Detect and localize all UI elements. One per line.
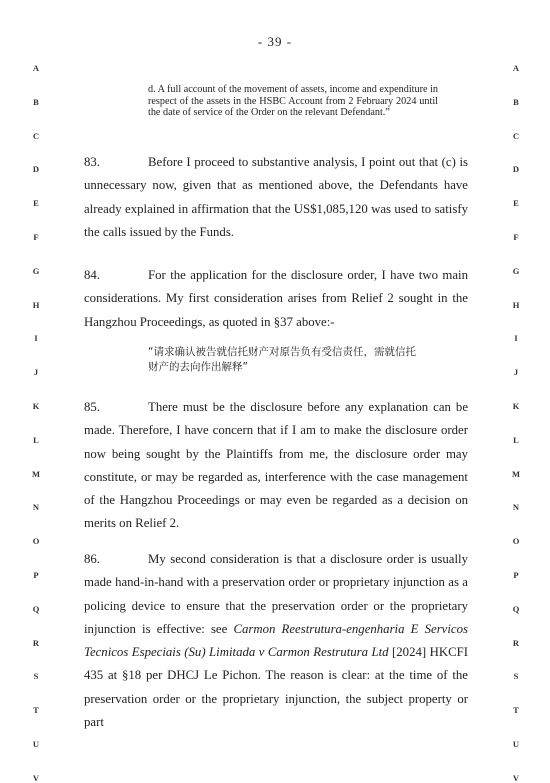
margin-letter-right: S	[513, 671, 519, 682]
margin-letter-left: F	[33, 232, 39, 242]
margin-letter-left: I	[34, 333, 38, 344]
margin-letter-left: R	[32, 637, 40, 648]
margin-letter-right: K	[512, 401, 520, 411]
margin-letter-right: R	[512, 637, 520, 648]
paragraph-text: Before I proceed to substantive analysis, I point out that (c) is unnecessary now, given that as mentioned above, the Defendants have already explained in affirmation that the US$1,085,120 was used to satisfy the calls issued by the Funds.	[84, 155, 468, 239]
margin-letter-right: V	[512, 772, 520, 783]
margin-letter-right: I	[514, 333, 518, 344]
paragraph-84	[84, 264, 468, 334]
margin-letter-right: H	[512, 299, 520, 310]
margin-letter-left: G	[32, 265, 40, 276]
margin-letter-left: T	[33, 705, 39, 716]
margin-letter-left: V	[32, 772, 40, 783]
paragraph-83	[84, 151, 468, 244]
margin-letter-right: B	[513, 96, 519, 107]
paragraph-text-before: My second consideration is that a disclosure order is usually made hand-in-hand with a preservation order or proprietary injunction as a policing device to ensure that the preservation order or the proprietary injunction is effective: see	[84, 552, 468, 636]
chinese-quote-line-1: “请求确认被告就信托财产对原告负有受信责任，需就信托	[148, 346, 416, 358]
margin-letter-left: D	[32, 164, 40, 175]
margin-letter-left: P	[33, 570, 39, 580]
margin-letter-left: E	[33, 198, 39, 209]
margin-letter-right: A	[512, 63, 520, 73]
page-number: - 39 -	[257, 34, 293, 49]
margin-letter-right: T	[513, 705, 519, 716]
paragraph-text: For the application for the disclosure order, I have two main considerations. My first consideration arises from Relief 2 sought in the Hangzhou Proceedings, as quoted in §37 above:-	[84, 268, 468, 329]
paragraph-text: There must be the disclosure before any explanation can be made. Therefore, I have concern that if I am to make the disclosure order now being sought by the Plaintiffs from me, the disclosure order may constitute, or may be regarded as, interference with the case management of the Hangzhou Proceedings or may even be regarded as a decision on merits on Relief 2.	[84, 400, 468, 531]
margin-letter-left: Q	[32, 603, 40, 614]
margin-letter-left: U	[32, 739, 40, 749]
margin-letter-right: O	[512, 536, 520, 547]
margin-letter-left: M	[31, 468, 41, 479]
margin-letter-left: A	[32, 63, 40, 73]
margin-letter-right: E	[513, 198, 519, 209]
margin-letter-right: D	[512, 164, 520, 175]
paragraph-number: 84.	[84, 268, 100, 282]
paragraph-86	[84, 548, 468, 734]
margin-letter-right: F	[513, 232, 519, 242]
paragraph-text-after: [2024] HKCFI 435 at §18 per DHCJ Le Pichon. The reason is clear: at the time of the preservation order or the proprietary injunction, the subject property or part	[84, 645, 468, 730]
paragraph-number: 83.	[84, 155, 100, 169]
margin-letter-left: O	[32, 536, 40, 547]
margin-letter-left: N	[32, 502, 40, 513]
margin-letter-left: S	[33, 671, 39, 682]
margin-letter-left: L	[33, 434, 39, 445]
margin-letter-right: G	[512, 265, 520, 276]
margin-letter-left: C	[32, 130, 40, 141]
margin-letter-left: K	[32, 401, 40, 411]
margin-letter-right: C	[512, 130, 520, 141]
margin-letter-right: L	[513, 434, 519, 445]
quoted-item-d: d. A full account of the movement of assets, income and expenditure in respect of the assets in the HSBC Account from 2 February 2024 until the date of service of the Order on the relevant Defendant.”	[148, 84, 438, 119]
paragraph-85	[84, 396, 468, 536]
margin-letter-left: B	[33, 96, 39, 107]
margin-letter-right: P	[513, 570, 519, 580]
chinese-quote	[148, 345, 448, 375]
chinese-quote-line-2: 财产的去向作出解释”	[148, 361, 248, 373]
margin-letter-right: U	[512, 739, 520, 749]
margin-letter-right: N	[512, 502, 520, 513]
paragraph-number: 86.	[84, 552, 100, 566]
margin-letter-left: H	[32, 299, 40, 310]
margin-letter-right: J	[513, 367, 519, 378]
margin-letter-right: M	[511, 468, 521, 479]
margin-letter-left: J	[33, 367, 39, 378]
margin-letter-right: Q	[512, 603, 520, 614]
paragraph-number: 85.	[84, 400, 100, 414]
case-name: Carmon Reestrutura-engenharia E Servicos Tecnicos Especiais (Su) Limitada v Carmon Restrutura Ltd	[84, 621, 468, 660]
